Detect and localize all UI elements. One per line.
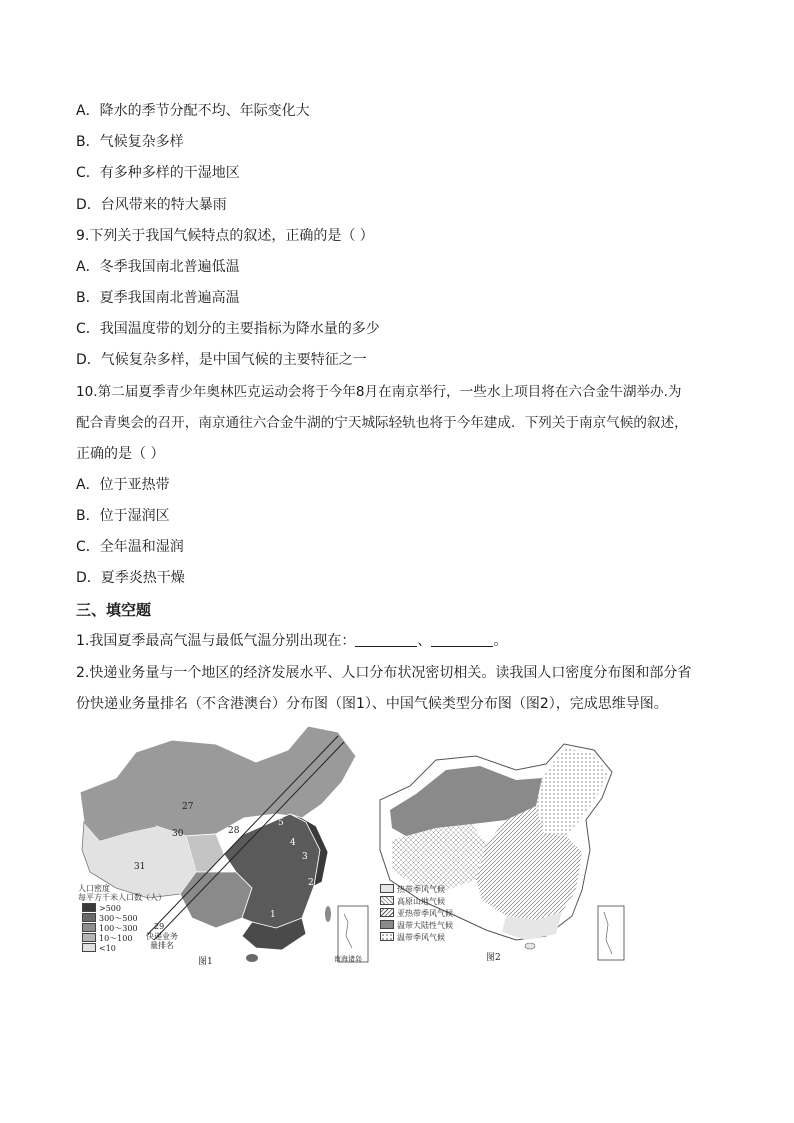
fill-question-1 xyxy=(76,631,507,651)
q2-line1: 2.快递业务量与一个地区的经济发展水平、人口分布状况密切相关。读我国人口密度分布图和部分省 xyxy=(76,665,692,681)
q8-option-d: D．台风带来的特大暴雨 xyxy=(76,197,227,213)
answer-blank-2[interactable] xyxy=(431,632,493,647)
figure-2-climate-map xyxy=(376,740,626,966)
answer-blank-1[interactable] xyxy=(355,632,417,647)
legend-item: 10～100 xyxy=(82,933,132,944)
q8-option-b: B．气候复杂多样 xyxy=(76,134,184,150)
rank-label: 3 xyxy=(302,852,308,862)
legend-item: 温带大陆性气候 xyxy=(380,920,453,931)
rank-label: 5 xyxy=(278,818,284,828)
figure-1-population-map xyxy=(76,722,372,966)
inset-label: 南海诸岛 xyxy=(334,955,362,963)
legend-item: 热带季风气候 xyxy=(380,884,445,895)
q9-stem: 9.下列关于我国气候特点的叙述，正确的是（ ） xyxy=(76,228,374,244)
q1-end: 。 xyxy=(493,633,508,649)
legend-subtitle: 每平方千米人口数（人） xyxy=(78,893,166,902)
legend-item: 亚热带季风气候 xyxy=(380,908,453,919)
legend-rank-sample: 29 xyxy=(154,922,165,931)
legend-item: 100～300 xyxy=(82,923,138,934)
q8-option-c: C．有多种多样的干湿地区 xyxy=(76,165,240,181)
rank-label: 28 xyxy=(228,826,240,836)
q10-option-b: B．位于湿润区 xyxy=(76,508,170,524)
q10-stem-line3: 正确的是（ ） xyxy=(76,446,165,462)
legend-item: 温带季风气候 xyxy=(380,932,445,943)
legend-rank-label: 量排名 xyxy=(150,941,174,950)
q10-option-a: A．位于亚热带 xyxy=(76,477,170,493)
rank-label: 30 xyxy=(172,829,184,839)
legend-title: 人口密度 xyxy=(78,884,110,893)
legend-item: >500 xyxy=(82,903,121,914)
legend-item: <10 xyxy=(82,943,116,954)
section-title: 三、填空题 xyxy=(76,601,152,619)
legend-rank-label: 快递业务 xyxy=(146,932,178,941)
q1-text: 1.我国夏季最高气温与最低气温分别出现在： xyxy=(76,633,356,649)
q10-stem-line1: 10.第二届夏季青少年奥林匹克运动会将于今年8月在南京举行，一些水上项目将在六合金牛湖举办.为 xyxy=(76,384,682,400)
rank-label: 27 xyxy=(182,802,194,812)
figure-2-caption: 图2 xyxy=(486,953,501,963)
q9-option-a: A．冬季我国南北普遍低温 xyxy=(76,259,240,275)
legend-item: 300～500 xyxy=(82,913,138,924)
q8-option-a: A．降水的季节分配不均、年际变化大 xyxy=(76,103,310,119)
figure-1-caption: 图1 xyxy=(198,957,213,967)
q9-option-c: C．我国温度带的划分的主要指标为降水量的多少 xyxy=(76,321,380,337)
q10-option-c: C．全年温和湿润 xyxy=(76,539,184,555)
q9-option-d: D．气候复杂多样，是中国气候的主要特征之一 xyxy=(76,352,367,368)
legend-item: 高原山地气候 xyxy=(380,896,445,907)
q1-separator: 、 xyxy=(417,633,432,649)
rank-label: 4 xyxy=(290,838,296,848)
q10-stem-line2: 配合青奥会的召开，南京通往六合金牛湖的宁天城际轻轨也将于今年建成．下列关于南京气候的叙述， xyxy=(76,415,688,431)
rank-label: 1 xyxy=(270,910,276,920)
rank-label: 2 xyxy=(308,878,314,888)
q10-option-d: D．夏季炎热干燥 xyxy=(76,570,185,586)
rank-label: 31 xyxy=(134,862,146,872)
q2-line2: 份快递业务量排名（不含港澳台）分布图（图1）、中国气候类型分布图（图2），完成思维导图。 xyxy=(76,696,668,712)
q9-option-b: B．夏季我国南北普遍高温 xyxy=(76,290,240,306)
